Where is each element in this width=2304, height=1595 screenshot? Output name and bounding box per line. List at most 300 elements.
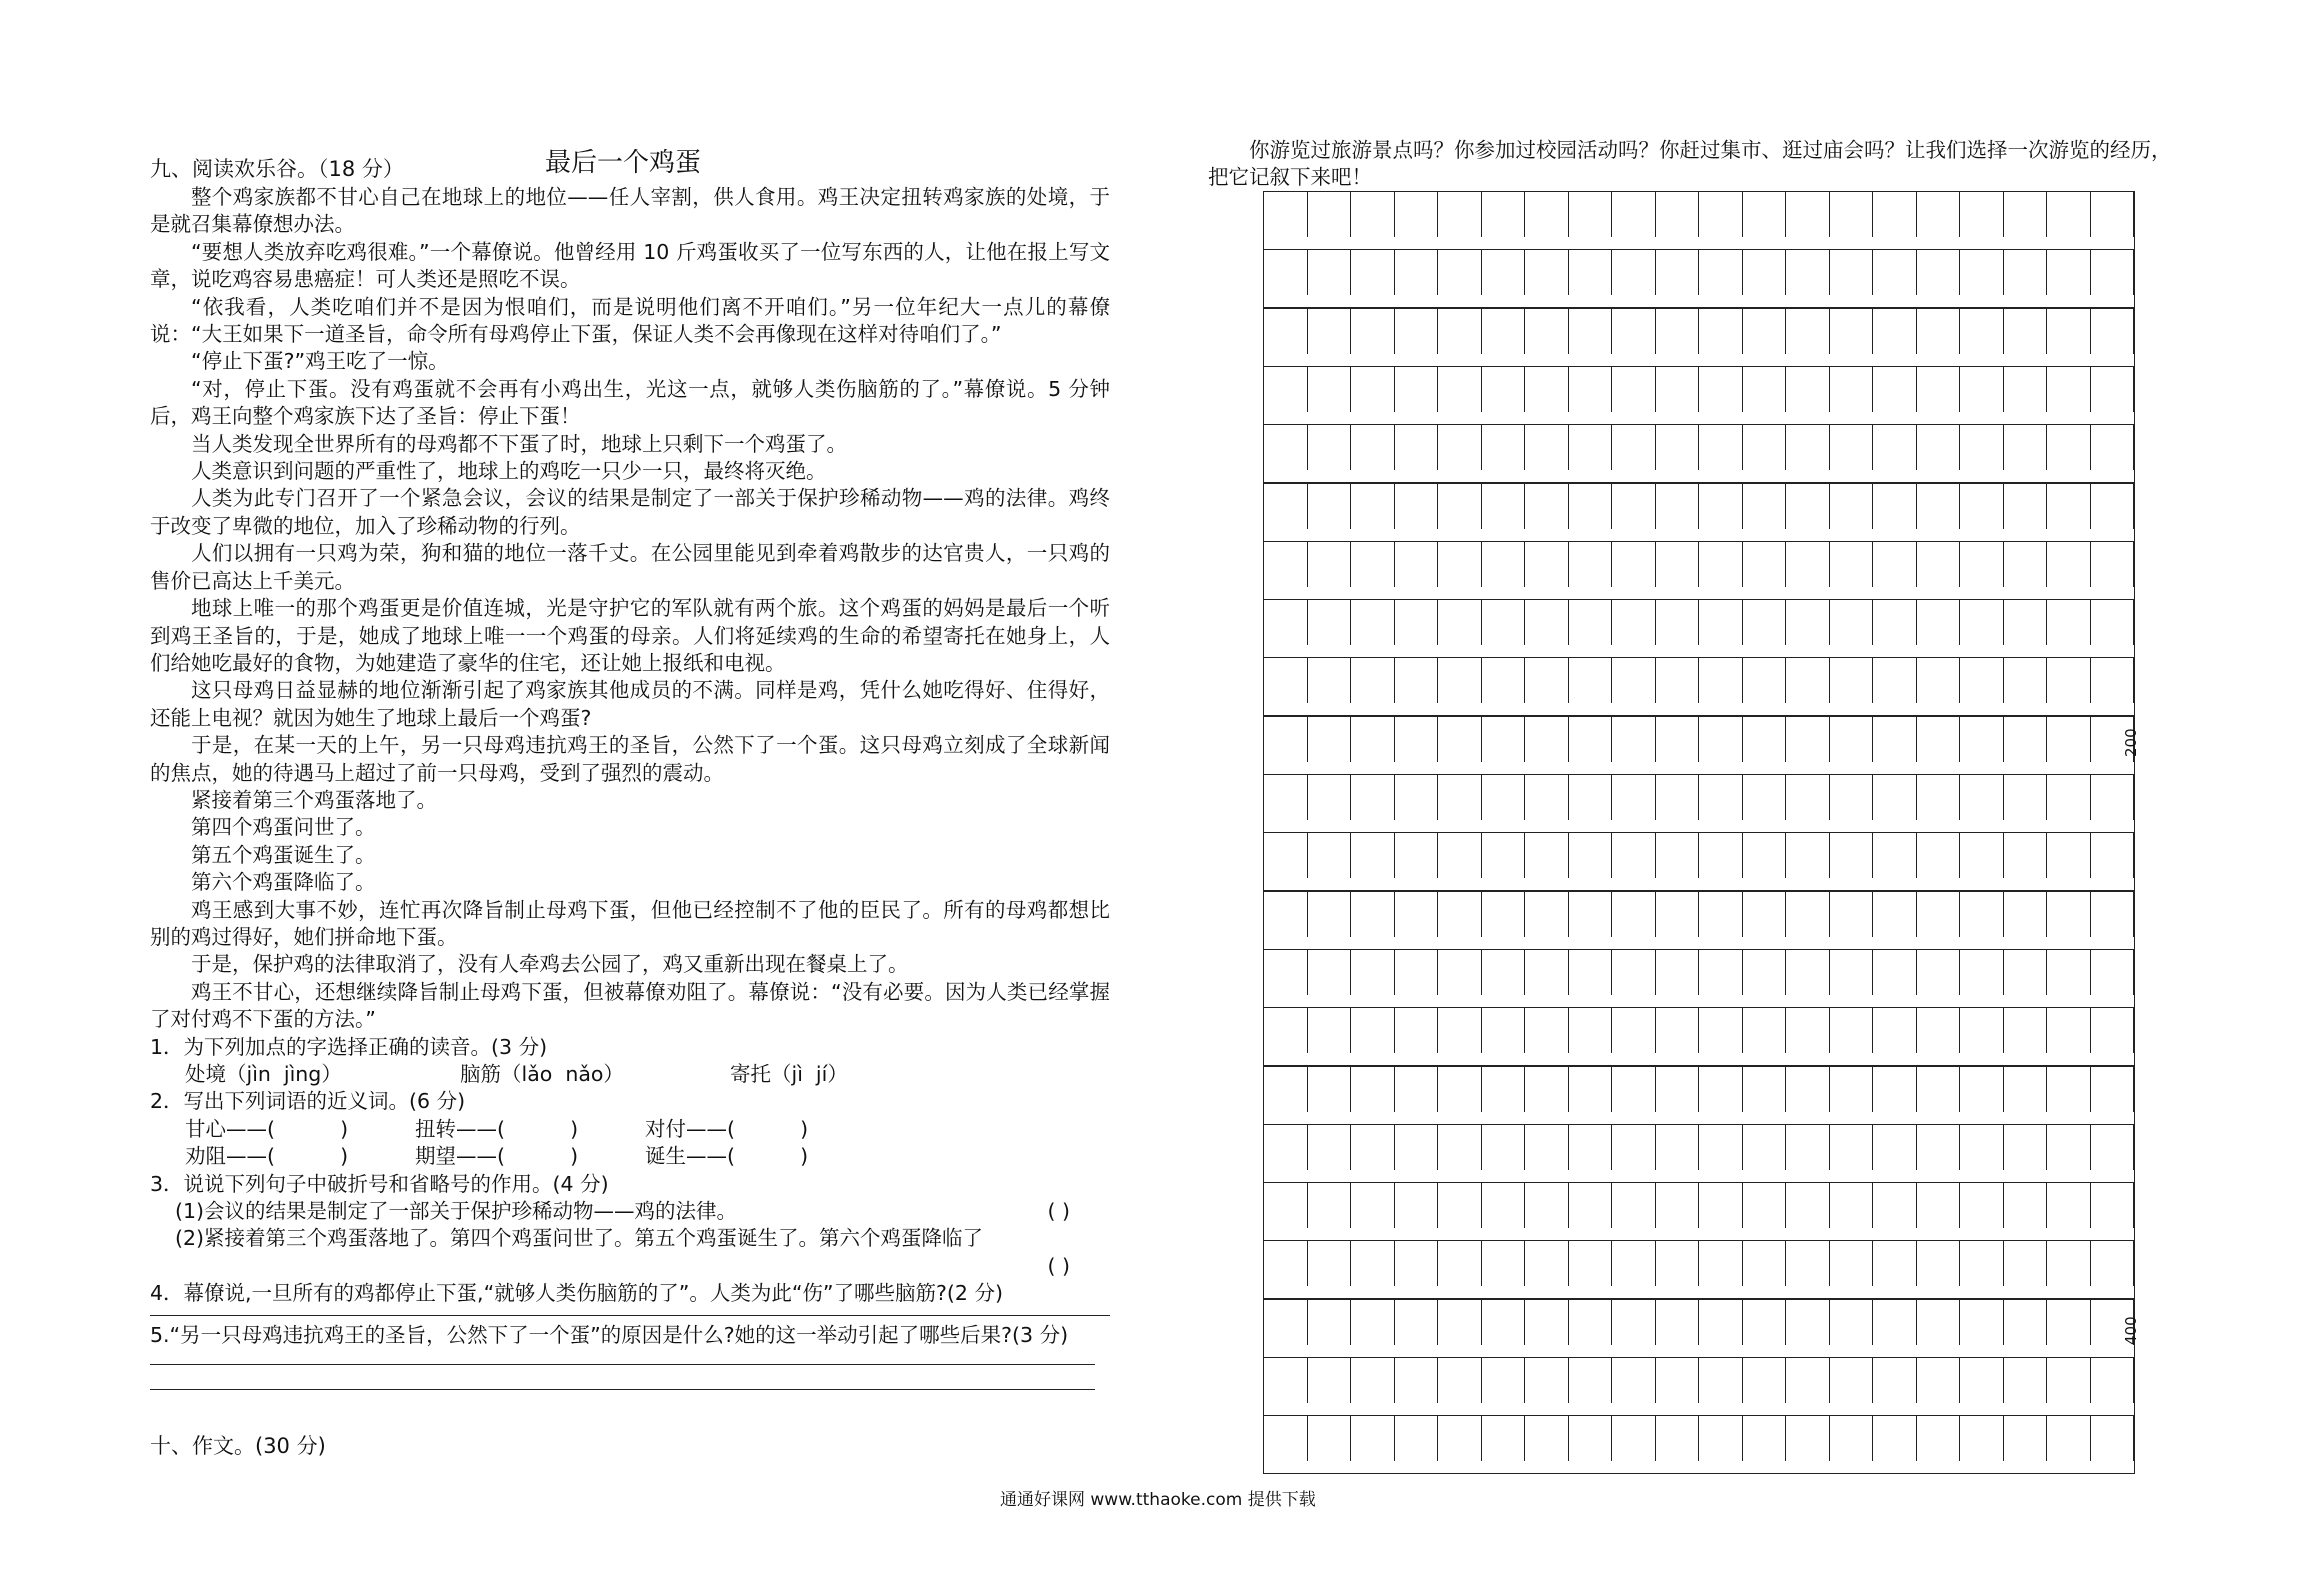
grid-cell[interactable] (1612, 658, 1656, 703)
grid-cell[interactable] (1482, 950, 1526, 995)
grid-cell[interactable] (1264, 484, 1308, 529)
grid-cell[interactable] (1786, 1183, 1830, 1228)
grid-cell[interactable] (1743, 250, 1787, 295)
grid-cell[interactable] (1438, 600, 1482, 645)
grid-cell[interactable] (2091, 367, 2135, 412)
grid-cell[interactable] (1917, 1067, 1961, 1112)
grid-cell[interactable] (2004, 833, 2048, 878)
grid-cell[interactable] (1960, 1183, 2004, 1228)
grid-cell[interactable] (1351, 658, 1395, 703)
grid-cell[interactable] (1569, 1241, 1613, 1286)
grid-cell[interactable] (2047, 775, 2091, 820)
grid-cell[interactable] (1786, 542, 1830, 587)
grid-cell[interactable] (1786, 950, 1830, 995)
grid-cell[interactable] (2004, 250, 2048, 295)
grid-cell[interactable] (1873, 1358, 1917, 1403)
grid-cell[interactable] (2004, 717, 2048, 762)
grid-cell[interactable] (1917, 367, 1961, 412)
grid-cell[interactable] (1308, 1358, 1352, 1403)
grid-cell[interactable] (1308, 775, 1352, 820)
grid-cell[interactable] (1525, 600, 1569, 645)
grid-cell[interactable] (1786, 600, 1830, 645)
grid-cell[interactable] (1917, 542, 1961, 587)
grid-cell[interactable] (1612, 425, 1656, 470)
grid-cell[interactable] (1395, 1125, 1439, 1170)
grid-cell[interactable] (1525, 250, 1569, 295)
grid-cell[interactable] (1786, 250, 1830, 295)
grid-cell[interactable] (2047, 1008, 2091, 1053)
grid-cell[interactable] (1395, 542, 1439, 587)
grid-cell[interactable] (1743, 717, 1787, 762)
grid-cell[interactable] (1873, 1067, 1917, 1112)
grid-cell[interactable] (2047, 892, 2091, 937)
grid-cell[interactable] (1699, 1416, 1743, 1461)
grid-cell[interactable] (1569, 367, 1613, 412)
grid-cell[interactable] (1699, 367, 1743, 412)
grid-cell[interactable] (1873, 717, 1917, 762)
grid-cell[interactable] (2091, 192, 2135, 237)
grid-cell[interactable] (2047, 1183, 2091, 1228)
grid-cell[interactable] (1351, 367, 1395, 412)
grid-cell[interactable] (1569, 1416, 1613, 1461)
grid-cell[interactable] (1395, 484, 1439, 529)
grid-cell[interactable] (1308, 1300, 1352, 1345)
grid-cell[interactable] (1351, 600, 1395, 645)
grid-cell[interactable] (1569, 309, 1613, 354)
grid-cell[interactable] (1699, 309, 1743, 354)
grid-cell[interactable] (2091, 1416, 2135, 1461)
grid-cell[interactable] (1569, 192, 1613, 237)
grid-cell[interactable] (1525, 717, 1569, 762)
grid-cell[interactable] (1743, 950, 1787, 995)
grid-cell[interactable] (2004, 658, 2048, 703)
grid-cell[interactable] (1438, 950, 1482, 995)
grid-cell[interactable] (1743, 542, 1787, 587)
grid-cell[interactable] (1699, 1008, 1743, 1053)
grid-cell[interactable] (2004, 484, 2048, 529)
grid-cell[interactable] (1438, 250, 1482, 295)
grid-cell[interactable] (1873, 192, 1917, 237)
grid-cell[interactable] (1264, 775, 1308, 820)
grid-cell[interactable] (1786, 1067, 1830, 1112)
grid-cell[interactable] (1525, 1125, 1569, 1170)
grid-cell[interactable] (1438, 425, 1482, 470)
grid-cell[interactable] (2091, 1125, 2135, 1170)
grid-cell[interactable] (1395, 950, 1439, 995)
grid-cell[interactable] (1960, 775, 2004, 820)
grid-cell[interactable] (1351, 1241, 1395, 1286)
grid-cell[interactable] (1525, 425, 1569, 470)
grid-cell[interactable] (1917, 833, 1961, 878)
grid-cell[interactable] (2091, 658, 2135, 703)
grid-cell[interactable] (1482, 1125, 1526, 1170)
grid-cell[interactable] (1612, 1300, 1656, 1345)
answer-line[interactable] (150, 1307, 1110, 1316)
grid-cell[interactable] (1308, 425, 1352, 470)
grid-cell[interactable] (1308, 1067, 1352, 1112)
grid-cell[interactable] (1438, 192, 1482, 237)
grid-cell[interactable] (1830, 658, 1874, 703)
grid-cell[interactable] (1264, 1183, 1308, 1228)
grid-cell[interactable] (1917, 425, 1961, 470)
grid-cell[interactable] (1656, 192, 1700, 237)
grid-cell[interactable] (1699, 484, 1743, 529)
grid-cell[interactable] (1264, 892, 1308, 937)
grid-cell[interactable] (1482, 367, 1526, 412)
grid-cell[interactable] (1873, 1008, 1917, 1053)
grid-cell[interactable] (2091, 309, 2135, 354)
grid-cell[interactable] (1482, 658, 1526, 703)
grid-cell[interactable] (1308, 484, 1352, 529)
grid-cell[interactable] (1569, 717, 1613, 762)
grid-cell[interactable] (1960, 309, 2004, 354)
grid-cell[interactable] (1264, 542, 1308, 587)
grid-cell[interactable] (1395, 1416, 1439, 1461)
grid-cell[interactable] (1264, 600, 1308, 645)
grid-cell[interactable] (2047, 250, 2091, 295)
grid-cell[interactable] (1743, 367, 1787, 412)
grid-cell[interactable] (1351, 833, 1395, 878)
grid-cell[interactable] (1264, 425, 1308, 470)
grid-cell[interactable] (1264, 950, 1308, 995)
grid-cell[interactable] (1656, 367, 1700, 412)
grid-cell[interactable] (1699, 425, 1743, 470)
grid-cell[interactable] (1612, 892, 1656, 937)
grid-cell[interactable] (1699, 775, 1743, 820)
grid-cell[interactable] (1612, 250, 1656, 295)
grid-cell[interactable] (1482, 1067, 1526, 1112)
grid-cell[interactable] (1525, 309, 1569, 354)
grid-cell[interactable] (1395, 892, 1439, 937)
grid-cell[interactable] (2091, 1183, 2135, 1228)
grid-cell[interactable] (1525, 1067, 1569, 1112)
grid-cell[interactable] (1830, 1300, 1874, 1345)
grid-cell[interactable] (1786, 1241, 1830, 1286)
grid-cell[interactable] (2004, 542, 2048, 587)
grid-cell[interactable] (1786, 367, 1830, 412)
grid-cell[interactable] (1699, 950, 1743, 995)
grid-cell[interactable] (1395, 1241, 1439, 1286)
grid-cell[interactable] (1830, 484, 1874, 529)
grid-cell[interactable] (1438, 1008, 1482, 1053)
grid-cell[interactable] (1786, 425, 1830, 470)
grid-cell[interactable] (2004, 1125, 2048, 1170)
grid-cell[interactable] (1917, 192, 1961, 237)
grid-cell[interactable] (1873, 950, 1917, 995)
grid-cell[interactable] (1612, 367, 1656, 412)
grid-cell[interactable] (1569, 484, 1613, 529)
grid-cell[interactable] (1264, 1008, 1308, 1053)
grid-cell[interactable] (1569, 833, 1613, 878)
grid-cell[interactable] (1873, 1241, 1917, 1286)
grid-cell[interactable] (1656, 833, 1700, 878)
grid-cell[interactable] (1917, 1241, 1961, 1286)
grid-cell[interactable] (1351, 484, 1395, 529)
grid-cell[interactable] (1438, 775, 1482, 820)
grid-cell[interactable] (2091, 950, 2135, 995)
grid-cell[interactable] (2047, 1300, 2091, 1345)
grid-cell[interactable] (1960, 1008, 2004, 1053)
grid-cell[interactable] (1395, 1300, 1439, 1345)
grid-cell[interactable] (1830, 775, 1874, 820)
grid-cell[interactable] (1351, 425, 1395, 470)
grid-cell[interactable] (1351, 309, 1395, 354)
grid-cell[interactable] (1917, 309, 1961, 354)
grid-cell[interactable] (1351, 775, 1395, 820)
grid-cell[interactable] (1482, 892, 1526, 937)
grid-cell[interactable] (1786, 1300, 1830, 1345)
grid-cell[interactable] (2047, 309, 2091, 354)
grid-cell[interactable] (1525, 1416, 1569, 1461)
grid-cell[interactable] (1569, 1067, 1613, 1112)
grid-cell[interactable] (2004, 425, 2048, 470)
grid-cell[interactable] (1395, 1183, 1439, 1228)
grid-cell[interactable] (1612, 542, 1656, 587)
grid-cell[interactable] (1960, 600, 2004, 645)
grid-cell[interactable] (1917, 484, 1961, 529)
grid-cell[interactable] (1525, 367, 1569, 412)
grid-cell[interactable] (1264, 1358, 1308, 1403)
answer-line[interactable] (150, 1365, 1095, 1390)
grid-cell[interactable] (1960, 833, 2004, 878)
grid-cell[interactable] (2047, 367, 2091, 412)
grid-cell[interactable] (1308, 309, 1352, 354)
grid-cell[interactable] (1656, 250, 1700, 295)
grid-cell[interactable] (1917, 1183, 1961, 1228)
grid-cell[interactable] (2091, 892, 2135, 937)
grid-cell[interactable] (1917, 600, 1961, 645)
grid-cell[interactable] (1873, 309, 1917, 354)
grid-cell[interactable] (1960, 892, 2004, 937)
grid-cell[interactable] (1438, 892, 1482, 937)
grid-cell[interactable] (1525, 775, 1569, 820)
grid-cell[interactable] (2047, 1241, 2091, 1286)
grid-cell[interactable] (1656, 425, 1700, 470)
grid-cell[interactable] (1525, 484, 1569, 529)
grid-cell[interactable] (1308, 250, 1352, 295)
grid-cell[interactable] (1569, 950, 1613, 995)
grid-cell[interactable] (1917, 775, 1961, 820)
grid-cell[interactable] (1960, 1416, 2004, 1461)
answer-paren[interactable]: ( ) (1047, 1253, 1070, 1278)
grid-cell[interactable] (2004, 1416, 2048, 1461)
grid-cell[interactable] (1830, 250, 1874, 295)
grid-cell[interactable] (1699, 1183, 1743, 1228)
grid-cell[interactable] (1482, 1358, 1526, 1403)
grid-cell[interactable] (1786, 833, 1830, 878)
grid-cell[interactable] (1351, 1300, 1395, 1345)
grid-cell[interactable] (2047, 542, 2091, 587)
grid-cell[interactable] (2047, 950, 2091, 995)
grid-cell[interactable] (1656, 717, 1700, 762)
grid-cell[interactable] (2004, 1183, 2048, 1228)
grid-cell[interactable] (1743, 425, 1787, 470)
grid-cell[interactable] (1873, 1183, 1917, 1228)
grid-cell[interactable] (2091, 1241, 2135, 1286)
grid-cell[interactable] (1395, 1008, 1439, 1053)
grid-cell[interactable] (1960, 425, 2004, 470)
grid-cell[interactable] (1786, 192, 1830, 237)
grid-cell[interactable] (2047, 1067, 2091, 1112)
grid-cell[interactable] (1308, 1183, 1352, 1228)
grid-cell[interactable] (1960, 717, 2004, 762)
grid-cell[interactable] (1830, 1416, 1874, 1461)
grid-cell[interactable] (1656, 1183, 1700, 1228)
grid-cell[interactable] (1960, 367, 2004, 412)
grid-cell[interactable] (1525, 892, 1569, 937)
grid-cell[interactable] (1612, 1008, 1656, 1053)
writing-grid[interactable] (1263, 191, 2135, 1474)
grid-cell[interactable] (1656, 1300, 1700, 1345)
grid-cell[interactable] (1264, 1125, 1308, 1170)
grid-cell[interactable] (1308, 658, 1352, 703)
grid-cell[interactable] (2091, 484, 2135, 529)
grid-cell[interactable] (1917, 1358, 1961, 1403)
grid-cell[interactable] (1699, 1241, 1743, 1286)
grid-cell[interactable] (1525, 1300, 1569, 1345)
grid-cell[interactable] (1830, 425, 1874, 470)
grid-cell[interactable] (1569, 1300, 1613, 1345)
grid-cell[interactable] (1438, 1067, 1482, 1112)
grid-cell[interactable] (2091, 1358, 2135, 1403)
grid-cell[interactable] (1482, 1183, 1526, 1228)
grid-cell[interactable] (1438, 1416, 1482, 1461)
grid-cell[interactable] (1438, 1125, 1482, 1170)
grid-cell[interactable] (1395, 425, 1439, 470)
grid-cell[interactable] (1308, 600, 1352, 645)
grid-cell[interactable] (2047, 1125, 2091, 1170)
grid-cell[interactable] (1873, 600, 1917, 645)
grid-cell[interactable] (1612, 1241, 1656, 1286)
grid-cell[interactable] (1438, 484, 1482, 529)
grid-cell[interactable] (1830, 600, 1874, 645)
grid-cell[interactable] (1438, 367, 1482, 412)
grid-cell[interactable] (1395, 833, 1439, 878)
grid-cell[interactable] (1917, 1125, 1961, 1170)
grid-cell[interactable] (1917, 658, 1961, 703)
grid-cell[interactable] (1482, 833, 1526, 878)
grid-cell[interactable] (2004, 1067, 2048, 1112)
grid-cell[interactable] (1873, 542, 1917, 587)
grid-cell[interactable] (1438, 542, 1482, 587)
grid-cell[interactable] (1612, 192, 1656, 237)
grid-cell[interactable] (1351, 717, 1395, 762)
grid-cell[interactable] (1743, 484, 1787, 529)
grid-cell[interactable] (2004, 775, 2048, 820)
grid-cell[interactable] (1612, 1125, 1656, 1170)
grid-cell[interactable] (1395, 1358, 1439, 1403)
grid-cell[interactable] (1525, 192, 1569, 237)
grid-cell[interactable] (1525, 1183, 1569, 1228)
grid-cell[interactable] (1612, 833, 1656, 878)
grid-cell[interactable] (1830, 1008, 1874, 1053)
grid-cell[interactable] (1351, 950, 1395, 995)
grid-cell[interactable] (1699, 717, 1743, 762)
grid-cell[interactable] (1743, 658, 1787, 703)
grid-cell[interactable] (1917, 717, 1961, 762)
grid-cell[interactable] (1917, 1008, 1961, 1053)
grid-cell[interactable] (1786, 892, 1830, 937)
grid-cell[interactable] (1438, 309, 1482, 354)
grid-cell[interactable] (1656, 1358, 1700, 1403)
grid-cell[interactable] (2004, 950, 2048, 995)
grid-cell[interactable] (1699, 600, 1743, 645)
grid-cell[interactable] (1873, 892, 1917, 937)
grid-cell[interactable] (1656, 775, 1700, 820)
grid-cell[interactable] (1960, 542, 2004, 587)
grid-cell[interactable] (1351, 1183, 1395, 1228)
grid-cell[interactable] (1830, 892, 1874, 937)
grid-cell[interactable] (1960, 192, 2004, 237)
grid-cell[interactable] (1308, 192, 1352, 237)
grid-cell[interactable] (1743, 1300, 1787, 1345)
grid-cell[interactable] (1743, 892, 1787, 937)
grid-cell[interactable] (1525, 1241, 1569, 1286)
grid-cell[interactable] (1308, 1241, 1352, 1286)
grid-cell[interactable] (1612, 600, 1656, 645)
grid-cell[interactable] (1699, 1300, 1743, 1345)
grid-cell[interactable] (1743, 775, 1787, 820)
grid-cell[interactable] (1699, 542, 1743, 587)
grid-cell[interactable] (1873, 250, 1917, 295)
grid-cell[interactable] (1873, 484, 1917, 529)
grid-cell[interactable] (1960, 484, 2004, 529)
grid-cell[interactable] (2091, 542, 2135, 587)
grid-cell[interactable] (1830, 542, 1874, 587)
grid-cell[interactable] (1699, 1358, 1743, 1403)
grid-cell[interactable] (1656, 1067, 1700, 1112)
grid-cell[interactable] (1395, 250, 1439, 295)
grid-cell[interactable] (2004, 1358, 2048, 1403)
grid-cell[interactable] (1656, 1125, 1700, 1170)
grid-cell[interactable] (1482, 192, 1526, 237)
grid-cell[interactable] (2091, 775, 2135, 820)
grid-cell[interactable] (1743, 1241, 1787, 1286)
grid-cell[interactable] (1960, 1300, 2004, 1345)
grid-cell[interactable] (1656, 542, 1700, 587)
grid-cell[interactable] (1830, 1067, 1874, 1112)
grid-cell[interactable] (1351, 1067, 1395, 1112)
grid-cell[interactable] (1569, 1008, 1613, 1053)
grid-cell[interactable] (1569, 425, 1613, 470)
grid-cell[interactable] (1656, 309, 1700, 354)
grid-cell[interactable] (1917, 1416, 1961, 1461)
grid-cell[interactable] (1395, 1067, 1439, 1112)
grid-cell[interactable] (2091, 250, 2135, 295)
grid-cell[interactable] (1569, 542, 1613, 587)
grid-cell[interactable] (1438, 833, 1482, 878)
grid-cell[interactable] (1264, 1300, 1308, 1345)
grid-cell[interactable] (1569, 250, 1613, 295)
grid-cell[interactable] (1264, 367, 1308, 412)
grid-cell[interactable] (1395, 658, 1439, 703)
grid-cell[interactable] (1264, 833, 1308, 878)
grid-cell[interactable] (1264, 1241, 1308, 1286)
grid-cell[interactable] (1438, 1183, 1482, 1228)
grid-cell[interactable] (1699, 192, 1743, 237)
grid-cell[interactable] (1656, 600, 1700, 645)
grid-cell[interactable] (2047, 1416, 2091, 1461)
grid-cell[interactable] (1351, 192, 1395, 237)
grid-cell[interactable] (1482, 1008, 1526, 1053)
grid-cell[interactable] (2047, 1358, 2091, 1403)
grid-cell[interactable] (1308, 833, 1352, 878)
grid-cell[interactable] (1743, 1416, 1787, 1461)
grid-cell[interactable] (1786, 658, 1830, 703)
grid-cell[interactable] (1786, 717, 1830, 762)
grid-cell[interactable] (2047, 484, 2091, 529)
grid-cell[interactable] (1308, 367, 1352, 412)
